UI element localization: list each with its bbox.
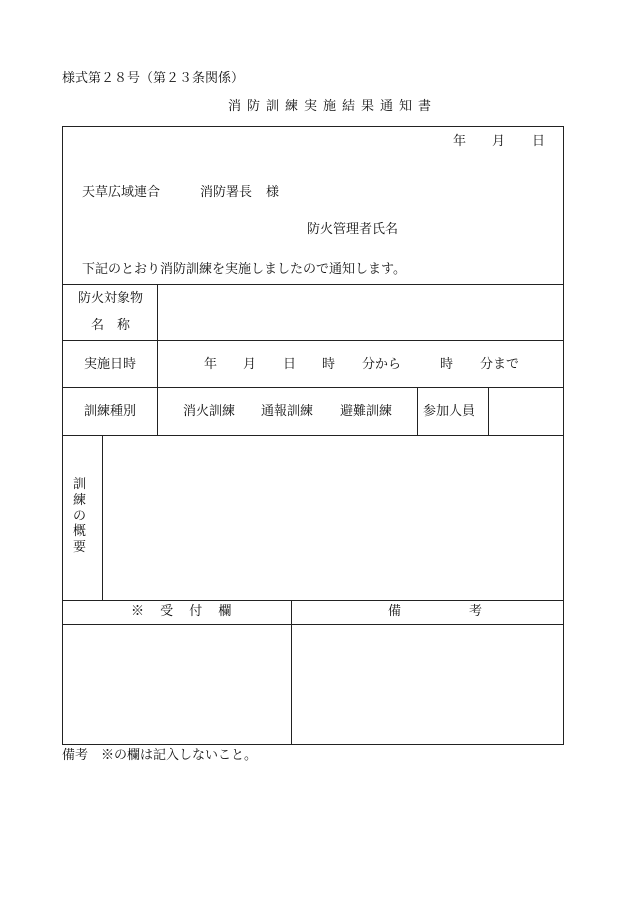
document-title: 消防訓練実施結果通知書 <box>228 99 438 114</box>
datetime-label: 実施日時 <box>84 357 137 372</box>
target-label-1: 防火対象物 <box>78 291 144 306</box>
row-line-reception-top <box>62 600 564 601</box>
summary-label-char-1: 訓 <box>73 477 87 492</box>
label-col-divider-1 <box>157 284 158 435</box>
target-name-field[interactable] <box>160 287 560 337</box>
type-fire-extinguishing[interactable]: 消火訓練 <box>183 404 236 419</box>
datetime-month: 月 <box>243 357 257 372</box>
type-evacuation[interactable]: 避難訓練 <box>340 404 393 419</box>
datetime-day: 日 <box>283 357 297 372</box>
participants-label: 参加人員 <box>423 404 476 419</box>
datetime-hour-to: 時 <box>440 357 454 372</box>
row-line-datetime-top <box>62 340 564 341</box>
form-number: 様式第２８号（第２３条関係） <box>62 71 245 86</box>
manager-name-label: 防火管理者氏名 <box>307 222 399 237</box>
date-year: 年 <box>453 134 467 149</box>
datetime-year: 年 <box>204 357 218 372</box>
row-line-summary-top <box>62 435 564 436</box>
summary-field[interactable] <box>105 438 560 596</box>
participants-divider-right <box>488 387 489 435</box>
datetime-minute-to: 分まで <box>480 357 520 372</box>
row-line-reception-body-top <box>62 624 564 625</box>
summary-label-char-2: 練 <box>73 493 87 508</box>
remarks-field[interactable] <box>294 627 560 741</box>
datetime-minute-from: 分から <box>362 357 402 372</box>
type-label: 訓練種別 <box>84 404 137 419</box>
reception-header: ※ 受 付 欄 <box>131 604 238 619</box>
footnote: 備考 ※の欄は記入しないこと。 <box>62 748 258 763</box>
reception-remarks-divider <box>291 600 292 745</box>
row-line-target-top <box>62 284 564 285</box>
type-reporting[interactable]: 通報訓練 <box>261 404 314 419</box>
datetime-hour: 時 <box>322 357 336 372</box>
date-day: 日 <box>532 134 546 149</box>
frame-bottom <box>62 744 564 745</box>
addressee-honorific: 様 <box>266 185 280 200</box>
date-month: 月 <box>492 134 506 149</box>
intro-text: 下記のとおり消防訓練を実施しましたので通知します。 <box>82 262 406 277</box>
summary-label-divider <box>102 435 103 600</box>
reception-field <box>65 627 287 741</box>
summary-label-char-4: 概 <box>73 524 87 539</box>
remarks-header: 備 考 <box>388 604 497 619</box>
addressee-org: 天草広域連合 <box>82 185 161 200</box>
addressee-chief: 消防署長 <box>200 185 253 200</box>
summary-label-char-3: の <box>73 509 87 524</box>
manager-name-field[interactable] <box>410 218 550 240</box>
summary-label-char-5: 要 <box>73 540 87 555</box>
participants-divider-left <box>417 387 418 435</box>
target-label-2: 名 称 <box>91 318 131 333</box>
frame-top <box>62 126 564 127</box>
participants-field[interactable] <box>490 390 560 432</box>
